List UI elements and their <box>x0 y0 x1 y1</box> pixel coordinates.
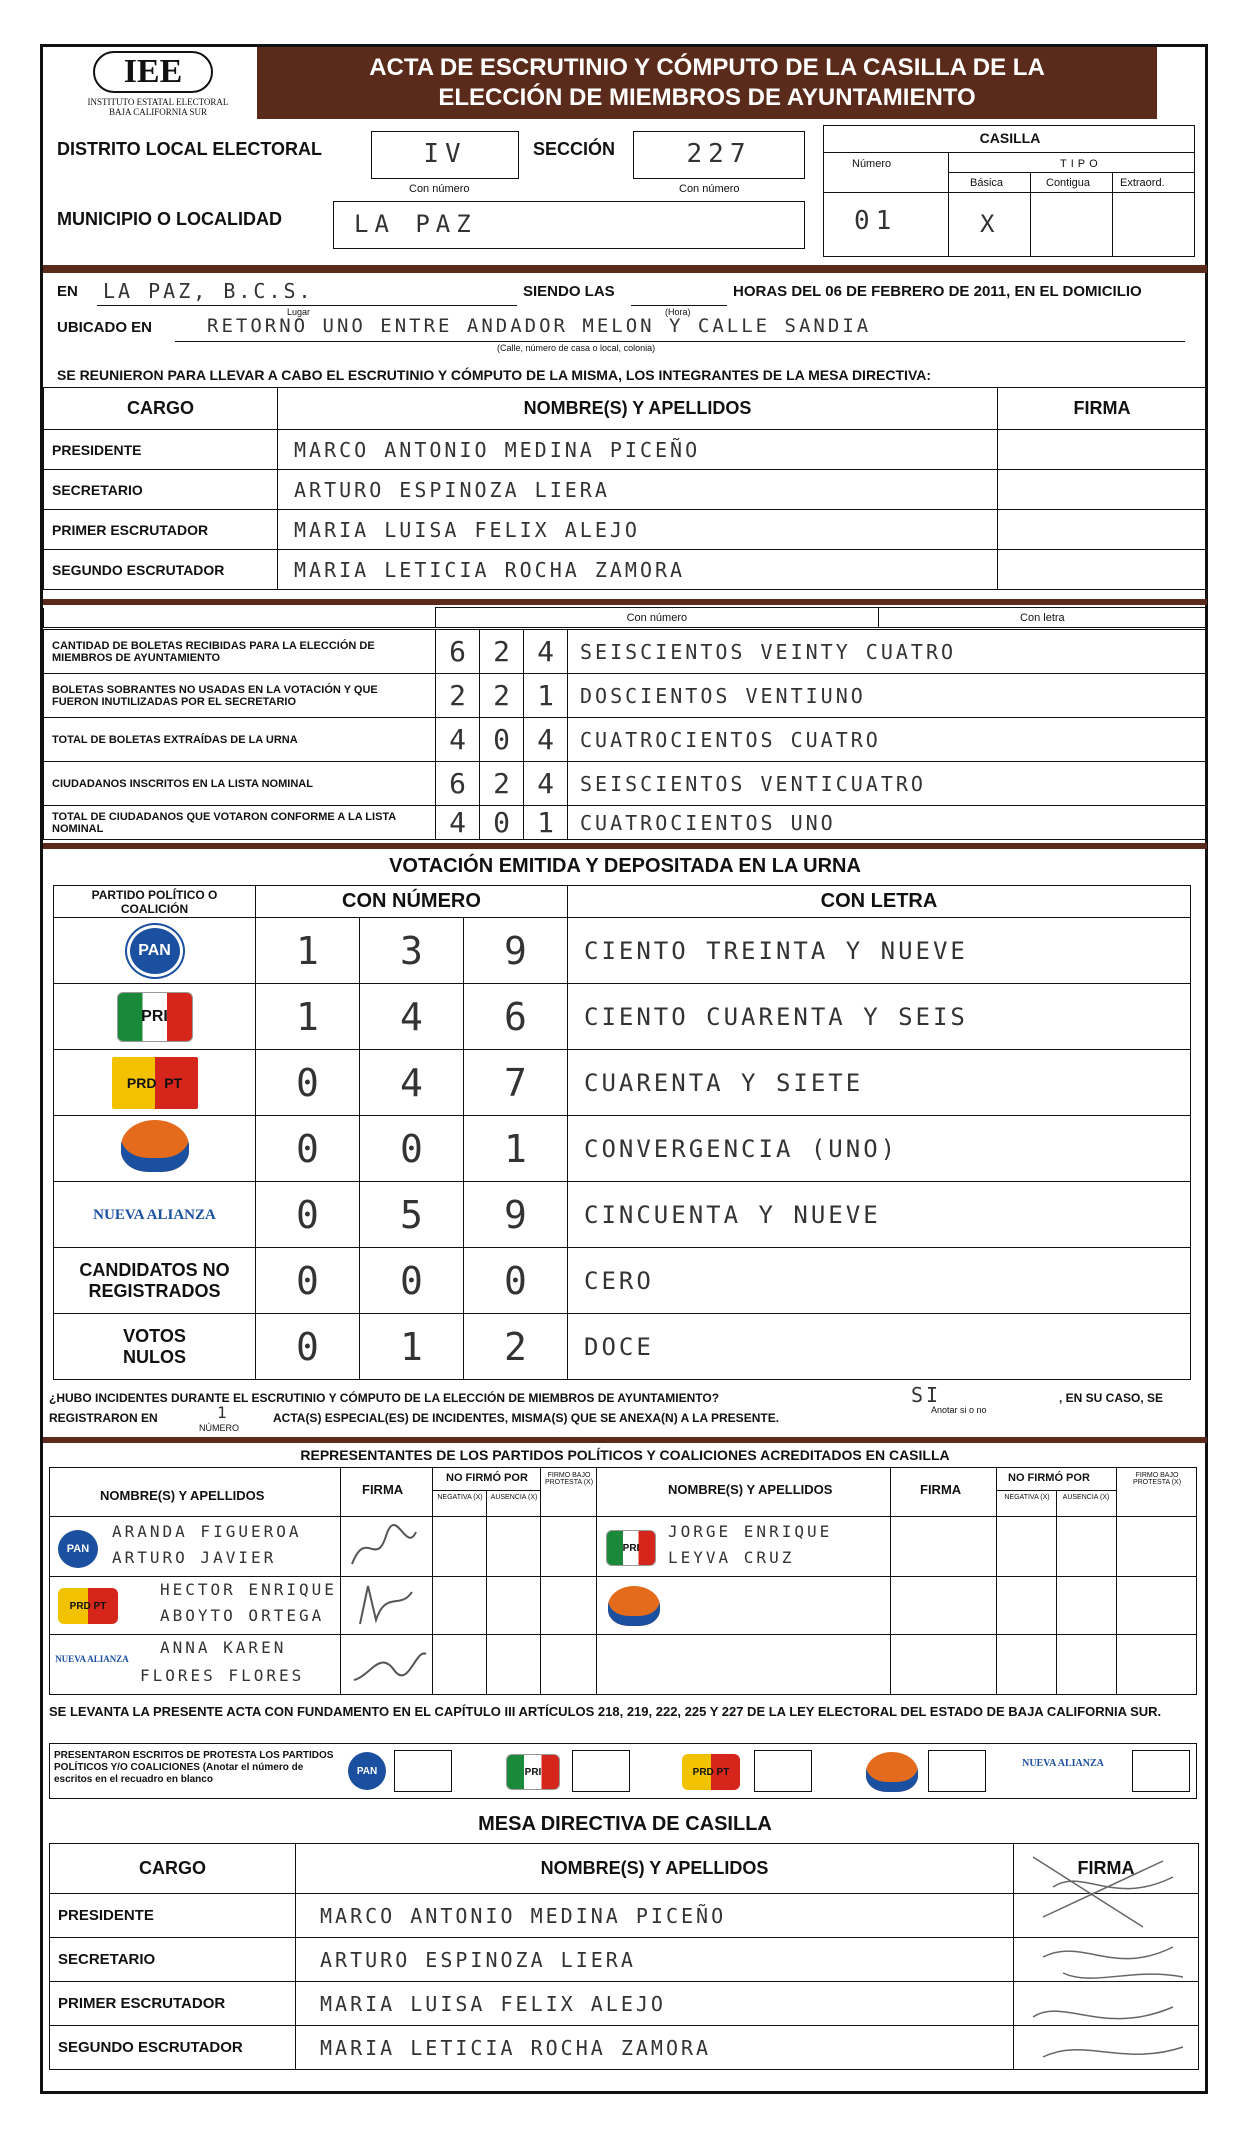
rep-firma-header: FIRMA <box>362 1482 404 1497</box>
boleta-digit[interactable]: 2 <box>480 674 524 718</box>
boleta-digit[interactable]: 6 <box>436 762 480 806</box>
votacion-title: VOTACIÓN EMITIDA Y DEPOSITADA EN LA URNA <box>389 855 861 877</box>
voto-digit[interactable]: 0 <box>464 1248 568 1314</box>
boleta-digit[interactable]: 2 <box>480 762 524 806</box>
mesa-bottom-nombres-header: NOMBRE(S) Y APELLIDOS <box>296 1844 1014 1894</box>
mesa-bottom-nombre[interactable]: MARCO ANTONIO MEDINA PICEÑO <box>296 1894 1014 1938</box>
pri-logo-icon: PRI <box>606 1530 656 1566</box>
rep-name-line1[interactable]: HECTOR ENRIQUE <box>160 1580 337 1599</box>
mesa-top-cargo: SECRETARIO <box>44 470 278 510</box>
representantes-title: REPRESENTANTES DE LOS PARTIDOS POLÍTICOS Y COALICIONES ACREDITADOS EN CASILLA <box>300 1447 950 1463</box>
voto-letra[interactable]: CERO <box>568 1248 1191 1314</box>
rep-no-firmo-header-right: NO FIRMÓ POR <box>1008 1472 1090 1484</box>
distrito-caption: Con número <box>409 183 470 195</box>
boleta-digit[interactable]: 4 <box>524 630 568 674</box>
mesa-bottom-nombre[interactable]: MARIA LUISA FELIX ALEJO <box>296 1982 1014 2026</box>
signature-scribble <box>1023 1847 1193 2077</box>
table-row <box>44 510 1207 550</box>
basica-mark[interactable]: X <box>980 210 1001 238</box>
boleta-label: CANTIDAD DE BOLETAS RECIBIDAS PARA LA ELECCIÓN DE MIEMBROS DE AYUNTAMIENTO <box>44 630 436 674</box>
numero-caption: NÚMERO <box>199 1423 239 1433</box>
title-line-1: ACTA DE ESCRUTINIO Y CÓMPUTO DE LA CASILLA DE LA <box>369 54 1045 81</box>
voto-digit[interactable]: 0 <box>256 1050 360 1116</box>
rep-negativa-header: NEGATIVA (X) <box>437 1494 483 1501</box>
incidentes-question: ¿HUBO INCIDENTES DURANTE EL ESCRUTINIO Y CÓMPUTO DE LA ELECCIÓN DE MIEMBROS DE AYUNTAMIENTO? <box>49 1391 720 1405</box>
table-row <box>54 1182 1191 1248</box>
mesa-top-cargo: PRIMER ESCRUTADOR <box>44 510 278 550</box>
fundamento-text: SE LEVANTA LA PRESENTE ACTA CON FUNDAMENTO EN EL CAPÍTULO III ARTÍCULOS 218, 219, 222, 225 Y 227 DE LA LEY ELECTORAL DEL ESTADO DE BAJA CALIFORNIA SUR. <box>49 1704 1162 1719</box>
boleta-digit[interactable]: 0 <box>480 718 524 762</box>
municipio-field[interactable] <box>333 201 805 249</box>
mesa-top-firma[interactable] <box>998 510 1207 550</box>
boleta-letra[interactable]: CUATROCIENTOS CUATRO <box>568 718 1207 762</box>
mesa-top-nombre[interactable]: ARTURO ESPINOZA LIERA <box>278 470 998 510</box>
distrito-value: IV <box>423 139 467 169</box>
boleta-letra[interactable]: DOSCIENTOS VENTIUNO <box>568 674 1207 718</box>
separator-bar <box>43 843 1207 849</box>
mesa-bottom-firma-header: FIRMA <box>1014 1844 1199 1894</box>
pan-logo-icon: PAN <box>58 1530 98 1568</box>
ubicado-value[interactable]: RETORNO UNO ENTRE ANDADOR MELON Y CALLE SANDIA <box>207 315 872 337</box>
voto-digit[interactable]: 5 <box>360 1182 464 1248</box>
votacion-table <box>53 885 1191 1380</box>
voto-digit[interactable]: 3 <box>360 918 464 984</box>
boleta-digit[interactable]: 2 <box>480 630 524 674</box>
boleta-digit[interactable]: 4 <box>436 718 480 762</box>
iee-caption-1: INSTITUTO ESTATAL ELECTORAL <box>87 97 229 107</box>
nueva-alianza-logo-icon: NUEVA ALIANZA <box>1022 1758 1104 1769</box>
voto-digit[interactable]: 2 <box>464 1314 568 1380</box>
voto-digit[interactable]: 9 <box>464 918 568 984</box>
table-row <box>44 762 1207 806</box>
voto-digit[interactable]: 1 <box>464 1116 568 1182</box>
hora-caption: (Hora) <box>665 307 691 317</box>
iee-logo <box>83 51 233 121</box>
distrito-field[interactable] <box>371 131 519 179</box>
tipo-label: TIPO <box>1060 158 1102 170</box>
ubicado-label: UBICADO EN <box>57 319 153 336</box>
reunieron-text: SE REUNIERON PARA LLEVAR A CABO EL ESCRUTINIO Y CÓMPUTO DE LA MISMA, LOS INTEGRANTES DE LA MESA DIRECTIVA: <box>57 367 932 383</box>
boleta-label: BOLETAS SOBRANTES NO USADAS EN LA VOTACIÓN Y QUE FUERON INUTILIZADAS POR EL SECRETARIO <box>44 674 436 718</box>
voto-digit[interactable]: 1 <box>256 918 360 984</box>
escritos-box-pri[interactable] <box>572 1750 630 1792</box>
representantes-table <box>49 1467 1197 1695</box>
mesa-bottom-title: MESA DIRECTIVA DE CASILLA <box>478 1813 772 1835</box>
table-row <box>44 806 1207 840</box>
signature-scribble <box>350 1640 430 1688</box>
rep-firma-header-right: FIRMA <box>920 1482 962 1497</box>
mesa-top-table <box>43 387 1207 590</box>
partido-header: PARTIDO POLÍTICO O COALICIÓN <box>54 886 256 918</box>
en-label: EN <box>57 283 78 300</box>
voto-digit[interactable]: 4 <box>360 1050 464 1116</box>
boleta-digit[interactable]: 1 <box>524 674 568 718</box>
rep-protesta-header: FIRMO BAJO PROTESTA (X) <box>544 1472 594 1486</box>
pan-logo-icon: PAN <box>348 1752 386 1790</box>
incidentes-section <box>49 1383 1199 1433</box>
voto-letra[interactable]: CIENTO CUARENTA Y SEIS <box>568 984 1191 1050</box>
table-row <box>54 1248 1191 1314</box>
registraron-label: REGISTRARON EN <box>49 1411 158 1425</box>
boleta-digit[interactable]: 4 <box>524 762 568 806</box>
convergencia-logo-icon <box>866 1752 918 1792</box>
boleta-label: TOTAL DE CIUDADANOS QUE VOTARON CONFORME A LA LISTA NOMINAL <box>44 806 436 840</box>
pri-logo-icon: PRI <box>117 992 193 1042</box>
table-row <box>44 430 1207 470</box>
rep-name-line1[interactable]: ARANDA FIGUEROA <box>112 1522 302 1541</box>
rep-negativa-header-right: NEGATIVA (X) <box>1004 1494 1050 1501</box>
escritos-box-nueva-alianza[interactable] <box>1132 1750 1190 1792</box>
rep-ausencia-header-right: AUSENCIA (X) <box>1062 1494 1110 1501</box>
municipio-label: MUNICIPIO O LOCALIDAD <box>57 209 282 229</box>
en-value[interactable]: LA PAZ, B.C.S. <box>103 279 314 303</box>
mesa-top-cargo: PRESIDENTE <box>44 430 278 470</box>
iee-logo-mark: IEE <box>93 51 213 93</box>
mesa-bottom-cargo: SECRETARIO <box>50 1938 296 1982</box>
title-band <box>257 47 1157 119</box>
prd-pt-logo-icon: PRD PT <box>112 1057 198 1109</box>
nueva-alianza-logo-icon: NUEVA ALIANZA <box>93 1206 216 1223</box>
convergencia-logo-icon <box>608 1586 660 1626</box>
escritos-box-prd-pt[interactable] <box>754 1750 812 1792</box>
escritos-box-convergencia[interactable] <box>928 1750 986 1792</box>
incidentes-num-value[interactable]: 1 <box>217 1403 230 1422</box>
numero-label: Número <box>852 158 892 170</box>
siendo-label: SIENDO LAS <box>523 283 615 300</box>
table-row <box>54 1314 1191 1380</box>
mesa-top-nombre[interactable]: MARCO ANTONIO MEDINA PICEÑO <box>278 430 998 470</box>
boleta-digit[interactable]: 6 <box>436 630 480 674</box>
rep-nombres-header-right: NOMBRE(S) Y APELLIDOS <box>668 1482 833 1497</box>
registraron-tail: ACTA(S) ESPECIAL(ES) DE INCIDENTES, MISMA(S) QUE SE ANEXA(N) A LA PRESENTE. <box>273 1411 780 1425</box>
voto-digit[interactable]: 0 <box>360 1248 464 1314</box>
title-line-2: ELECCIÓN DE MIEMBROS DE AYUNTAMIENTO <box>438 84 976 111</box>
mesa-bottom-cargo-header: CARGO <box>50 1844 296 1894</box>
seccion-value: 227 <box>686 139 752 169</box>
seccion-label: SECCIÓN <box>533 139 616 159</box>
boleta-digit[interactable]: 0 <box>480 806 524 840</box>
voto-digit[interactable]: 0 <box>256 1182 360 1248</box>
voto-digit[interactable]: 6 <box>464 984 568 1050</box>
boleta-letra[interactable]: SEISCIENTOS VENTICUATRO <box>568 762 1207 806</box>
boleta-label: TOTAL DE BOLETAS EXTRAÍDAS DE LA URNA <box>44 718 436 762</box>
calle-caption: (Calle, número de casa o local, colonia) <box>497 343 656 353</box>
boleta-digit[interactable]: 4 <box>436 806 480 840</box>
prd-pt-logo-icon: PRD PT <box>58 1588 118 1624</box>
rep-name-line2[interactable]: ABOYTO ORTEGA <box>160 1606 325 1625</box>
signature-scribble <box>350 1580 420 1630</box>
boleta-digit[interactable]: 1 <box>524 806 568 840</box>
rep-no-firmo-header: NO FIRMÓ POR <box>446 1472 528 1484</box>
rep-name-line1[interactable]: JORGE ENRIQUE <box>668 1522 833 1541</box>
incidentes-answer[interactable]: SI <box>911 1383 942 1407</box>
pri-logo-icon: PRI <box>506 1754 560 1790</box>
contigua-label: Contigua <box>1046 177 1091 189</box>
votacion-con-letra: CON LETRA <box>568 886 1191 918</box>
mesa-top-firma[interactable] <box>998 430 1207 470</box>
table-row <box>54 984 1191 1050</box>
voto-digit[interactable]: 1 <box>256 984 360 1050</box>
voto-letra[interactable]: CINCUENTA Y NUEVE <box>568 1182 1191 1248</box>
votos-nulos-label: VOTOS NULOS <box>54 1314 256 1380</box>
convergencia-logo-icon <box>121 1120 189 1172</box>
extraord-label: Extraord. <box>1120 177 1165 189</box>
boletas-rows <box>43 629 1207 840</box>
table-row <box>44 718 1207 762</box>
mesa-bottom-nombre[interactable]: ARTURO ESPINOZA LIERA <box>296 1938 1014 1982</box>
rep-ausencia-header: AUSENCIA (X) <box>490 1494 538 1501</box>
distrito-label: DISTRITO LOCAL ELECTORAL <box>57 139 323 159</box>
separator-bar <box>43 265 1207 273</box>
rep-name-line2[interactable]: ARTURO JAVIER <box>112 1548 277 1567</box>
voto-digit[interactable]: 7 <box>464 1050 568 1116</box>
boletas-con-numero: Con número <box>436 608 879 628</box>
casilla-numero-value[interactable]: 01 <box>854 206 898 236</box>
mesa-bottom-cargo: SEGUNDO ESCRUTADOR <box>50 2026 296 2070</box>
boleta-digit[interactable]: 4 <box>524 718 568 762</box>
mesa-bottom-cargo: PRIMER ESCRUTADOR <box>50 1982 296 2026</box>
mesa-top-cargo: SEGUNDO ESCRUTADOR <box>44 550 278 590</box>
voto-letra[interactable]: CONVERGENCIA (UNO) <box>568 1116 1191 1182</box>
mesa-top-firma-header: FIRMA <box>998 388 1207 430</box>
escritos-label: PRESENTARON ESCRITOS DE PROTESTA LOS PARTIDOS POLÍTICOS Y/O COALICIONES (Anotar el número de escritos en el recuadro en blanco <box>54 1750 334 1785</box>
table-row <box>44 550 1207 590</box>
signature-scribble <box>346 1524 426 1572</box>
municipio-value: LA PAZ <box>354 210 477 238</box>
mesa-top-nombre[interactable]: MARIA LUISA FELIX ALEJO <box>278 510 998 550</box>
voto-letra[interactable]: DOCE <box>568 1314 1191 1380</box>
separator-bar <box>43 1437 1207 1443</box>
anotar-caption: Anotar si o no <box>931 1405 987 1415</box>
table-row <box>44 470 1207 510</box>
rep-name-line1[interactable]: ANNA KAREN <box>160 1638 287 1657</box>
voto-letra[interactable]: CUARENTA Y SIETE <box>568 1050 1191 1116</box>
escritos-box-pan[interactable] <box>394 1750 452 1792</box>
boletas-table <box>43 607 1207 628</box>
separator-bar <box>43 599 1207 605</box>
seccion-field[interactable] <box>633 131 805 179</box>
mesa-bottom-nombre[interactable]: MARIA LETICIA ROCHA ZAMORA <box>296 2026 1014 2070</box>
voto-digit[interactable]: 0 <box>360 1116 464 1182</box>
voto-digit[interactable]: 4 <box>360 984 464 1050</box>
table-row <box>54 918 1191 984</box>
mesa-bottom-cargo: PRESIDENTE <box>50 1894 296 1938</box>
voto-digit[interactable]: 9 <box>464 1182 568 1248</box>
boleta-letra[interactable]: SEISCIENTOS VEINTY CUATRO <box>568 630 1207 674</box>
rep-nombres-header: NOMBRE(S) Y APELLIDOS <box>100 1488 265 1503</box>
voto-digit[interactable]: 0 <box>256 1314 360 1380</box>
rep-protesta-header-right: FIRMO BAJO PROTESTA (X) <box>1132 1472 1182 1486</box>
votacion-con-numero: CON NÚMERO <box>256 886 568 918</box>
mesa-top-firma[interactable] <box>998 550 1207 590</box>
basica-label: Básica <box>970 177 1004 189</box>
mesa-top-firma[interactable] <box>998 470 1207 510</box>
acta-sheet <box>40 44 1208 2094</box>
voto-letra[interactable]: CIENTO TREINTA Y NUEVE <box>568 918 1191 984</box>
table-row <box>44 630 1207 674</box>
casilla-label: CASILLA <box>979 130 1041 146</box>
rep-name-line2[interactable]: LEYVA CRUZ <box>668 1548 795 1567</box>
nueva-alianza-logo-icon: NUEVA ALIANZA <box>55 1654 129 1664</box>
boleta-digit[interactable]: 2 <box>436 674 480 718</box>
mesa-top-nombre[interactable]: MARIA LETICIA ROCHA ZAMORA <box>278 550 998 590</box>
boleta-label: CIUDADANOS INSCRITOS EN LA LISTA NOMINAL <box>44 762 436 806</box>
lugar-caption: Lugar <box>287 307 311 317</box>
incidentes-tail: , EN SU CASO, SE <box>1059 1391 1164 1405</box>
voto-digit[interactable]: 0 <box>256 1116 360 1182</box>
prd-pt-logo-icon: PRD PT <box>682 1754 740 1790</box>
horas-text: HORAS DEL 06 DE FEBRERO DE 2011, EN EL DOMICILIO <box>733 283 1142 300</box>
voto-digit[interactable]: 0 <box>256 1248 360 1314</box>
boletas-con-letra: Con letra <box>878 608 1206 628</box>
seccion-caption: Con número <box>679 183 740 195</box>
candidatos-no-registrados-label: CANDIDATOS NO REGISTRADOS <box>54 1248 256 1314</box>
rep-name-line2[interactable]: FLORES FLORES <box>140 1666 305 1685</box>
table-row <box>54 1050 1191 1116</box>
escritos-section <box>49 1743 1197 1799</box>
boleta-letra[interactable]: CUATROCIENTOS UNO <box>568 806 1207 840</box>
mesa-top-nombres-header: NOMBRE(S) Y APELLIDOS <box>278 388 998 430</box>
voto-digit[interactable]: 1 <box>360 1314 464 1380</box>
mesa-top-cargo-header: CARGO <box>44 388 278 430</box>
iee-caption-2: BAJA CALIFORNIA SUR <box>108 107 208 117</box>
opening-section <box>57 281 1197 401</box>
table-row <box>44 674 1207 718</box>
casilla-box <box>823 125 1195 257</box>
table-row <box>54 1116 1191 1182</box>
pan-logo-icon: PAN <box>127 925 183 977</box>
